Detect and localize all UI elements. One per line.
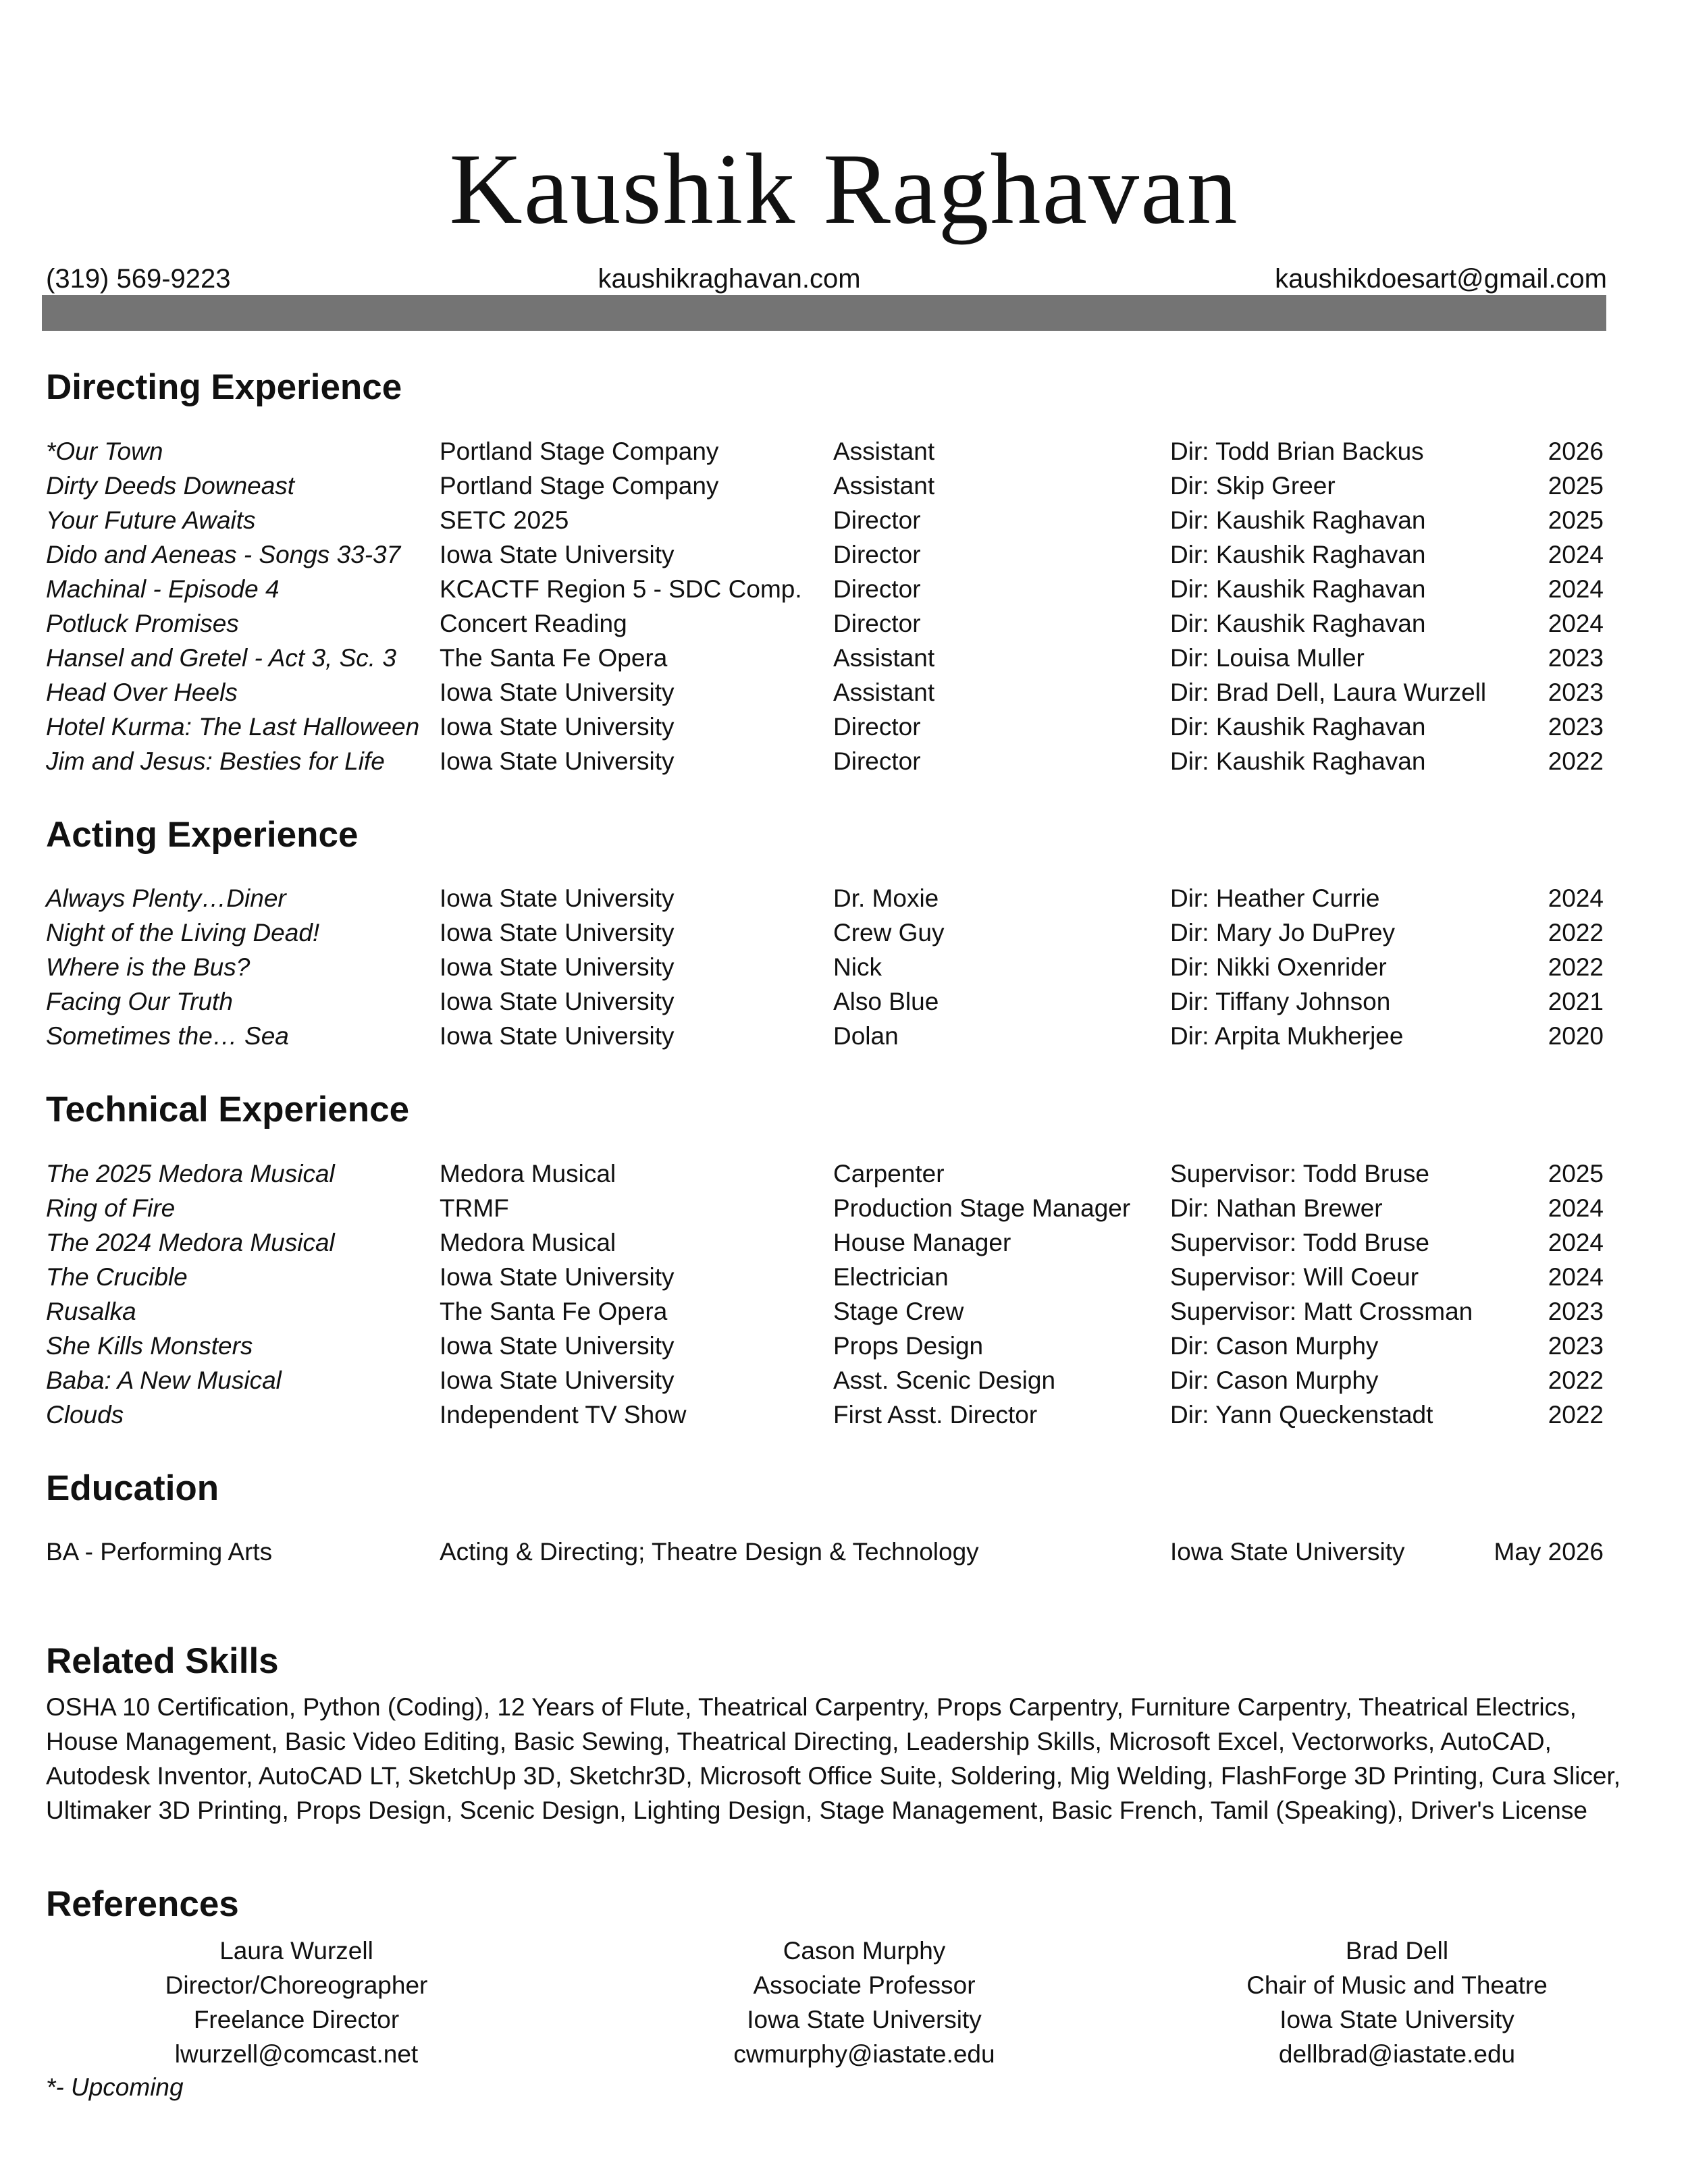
year: 2025 (1548, 506, 1604, 534)
section-title-directing: Directing Experience (46, 367, 402, 407)
acting-row (46, 881, 1604, 915)
director: Dir: Kaushik Raghavan (1170, 610, 1426, 637)
skills-line: House Management, Basic Video Editing, Basic Sewing, Theatrical Directing, Leadership Skills, Microsoft Excel, Vectorworks, AutoCAD, (46, 1728, 1552, 1755)
director: Dir: Arpita Mukherjee (1170, 1022, 1404, 1050)
reference-org: Freelance Director (193, 2006, 400, 2033)
director: Dir: Kaushik Raghavan (1170, 747, 1426, 775)
resume-name: Kaushik Raghavan (449, 133, 1239, 245)
upcoming-footnote: *- Upcoming (46, 2073, 184, 2101)
year: 2022 (1548, 953, 1604, 981)
director: Dir: Skip Greer (1170, 472, 1336, 500)
year: 2024 (1548, 884, 1604, 912)
directing-row (46, 710, 1604, 744)
company: KCACTF Region 5 - SDC Comp. (440, 575, 802, 603)
supervisor: Supervisor: Todd Bruse (1170, 1229, 1429, 1256)
header-divider-bar (42, 295, 1606, 331)
company: The Santa Fe Opera (440, 1298, 668, 1325)
company: Independent TV Show (440, 1401, 687, 1429)
production-title: Ring of Fire (46, 1194, 176, 1222)
director: Dir: Kaushik Raghavan (1170, 713, 1426, 741)
year: 2020 (1548, 1022, 1604, 1050)
role: Director (833, 610, 921, 637)
reference-email[interactable]: dellbrad@iastate.edu (1278, 2040, 1516, 2068)
role: Stage Crew (833, 1298, 964, 1325)
section-title-education: Education (46, 1468, 219, 1508)
production-title: Machinal - Episode 4 (46, 575, 280, 603)
company: Iowa State University (440, 747, 675, 775)
company: Medora Musical (440, 1229, 616, 1256)
year: 2024 (1548, 1194, 1604, 1222)
role: Dr. Moxie (833, 884, 939, 912)
technical-row (46, 1260, 1604, 1294)
directing-row (46, 641, 1604, 675)
supervisor: Dir: Yann Queckenstadt (1170, 1401, 1433, 1429)
company: Iowa State University (440, 541, 675, 568)
production-title: Dirty Deeds Downeast (46, 472, 295, 500)
company: Portland Stage Company (440, 472, 719, 500)
production-title: She Kills Monsters (46, 1332, 253, 1360)
company: Iowa State University (440, 678, 675, 706)
section-title-technical: Technical Experience (46, 1090, 410, 1129)
year: 2023 (1548, 1332, 1604, 1360)
role: Nick (833, 953, 882, 981)
directing-row (46, 606, 1604, 641)
role: Assistant (833, 472, 935, 500)
role: Assistant (833, 678, 935, 706)
directing-row (46, 744, 1604, 778)
directing-row (46, 434, 1604, 469)
role: Props Design (833, 1332, 984, 1360)
technical-row (46, 1156, 1604, 1191)
production-title: Night of the Living Dead! (46, 919, 320, 947)
supervisor: Supervisor: Matt Crossman (1170, 1298, 1473, 1325)
production-title: The 2025 Medora Musical (46, 1160, 335, 1188)
company: Concert Reading (440, 610, 627, 637)
supervisor: Dir: Nathan Brewer (1170, 1194, 1383, 1222)
year: 2023 (1548, 1298, 1604, 1325)
degree: BA - Performing Arts (46, 1538, 273, 1566)
director: Dir: Nikki Oxenrider (1170, 953, 1387, 981)
director: Dir: Brad Dell, Laura Wurzell (1170, 678, 1487, 706)
education-row (46, 1535, 1604, 1569)
reference-name: Laura Wurzell (219, 1937, 373, 1965)
company: The Santa Fe Opera (440, 644, 668, 672)
company: Iowa State University (440, 953, 675, 981)
company: TRMF (440, 1194, 509, 1222)
year: 2023 (1548, 644, 1604, 672)
year: 2024 (1548, 610, 1604, 637)
production-title: Dido and Aeneas - Songs 33-37 (46, 541, 401, 568)
company: Iowa State University (440, 988, 675, 1015)
production-title: Baba: A New Musical (46, 1366, 282, 1394)
production-title: Jim and Jesus: Besties for Life (46, 747, 385, 775)
year: 2024 (1548, 541, 1604, 568)
role: First Asst. Director (833, 1401, 1038, 1429)
skills-text (46, 1690, 1621, 1828)
production-title: Rusalka (46, 1298, 136, 1325)
reference-card (60, 1934, 533, 2071)
contact-email[interactable]: kaushikdoesart@gmail.com (1275, 264, 1607, 294)
director: Dir: Louisa Muller (1170, 644, 1365, 672)
supervisor: Supervisor: Will Coeur (1170, 1263, 1419, 1291)
role: Director (833, 541, 921, 568)
company: Iowa State University (440, 1332, 675, 1360)
director: Dir: Heather Currie (1170, 884, 1380, 912)
year: 2023 (1548, 713, 1604, 741)
acting-row (46, 1019, 1604, 1053)
section-title-references: References (46, 1884, 239, 1924)
role: Crew Guy (833, 919, 945, 947)
role: Director (833, 575, 921, 603)
production-title: Facing Our Truth (46, 988, 233, 1015)
acting-row (46, 950, 1604, 984)
production-title: Hansel and Gretel - Act 3, Sc. 3 (46, 644, 396, 672)
role: Production Stage Manager (833, 1194, 1131, 1222)
supervisor: Dir: Cason Murphy (1170, 1332, 1379, 1360)
technical-row (46, 1363, 1604, 1397)
supervisor: Dir: Cason Murphy (1170, 1366, 1379, 1394)
production-title: Clouds (46, 1401, 124, 1429)
company: Portland Stage Company (440, 437, 719, 465)
year: 2023 (1548, 678, 1604, 706)
production-title: Sometimes the… Sea (46, 1022, 289, 1050)
year: 2022 (1548, 1366, 1604, 1394)
company: Iowa State University (440, 1022, 675, 1050)
director: Dir: Tiffany Johnson (1170, 988, 1391, 1015)
year: 2026 (1548, 437, 1604, 465)
role: Director (833, 747, 921, 775)
directing-row (46, 537, 1604, 572)
reference-role: Director/Choreographer (165, 1971, 428, 1999)
year: 2024 (1548, 1229, 1604, 1256)
company: SETC 2025 (440, 506, 569, 534)
production-title: Your Future Awaits (46, 506, 256, 534)
section-title-acting: Acting Experience (46, 815, 359, 855)
year: 2022 (1548, 919, 1604, 947)
production-title: Hotel Kurma: The Last Halloween (46, 713, 420, 741)
company: Medora Musical (440, 1160, 616, 1188)
reference-name: Cason Murphy (783, 1937, 946, 1965)
reference-role: Associate Professor (753, 1971, 976, 1999)
production-title: Potluck Promises (46, 610, 239, 637)
production-title: The Crucible (46, 1263, 188, 1291)
reference-role: Chair of Music and Theatre (1246, 1971, 1548, 1999)
technical-row (46, 1225, 1604, 1260)
director: Dir: Kaushik Raghavan (1170, 506, 1426, 534)
role: House Manager (833, 1229, 1011, 1256)
role: Also Blue (833, 988, 939, 1015)
skills-line: Autodesk Inventor, AutoCAD LT, SketchUp 3D, Sketchr3D, Microsoft Office Suite, Soldering, Mig Welding, FlashForge 3D Printing, Cura Slicer, (46, 1762, 1621, 1790)
reference-email[interactable]: lwurzell@comcast.net (174, 2040, 419, 2068)
director: Dir: Kaushik Raghavan (1170, 541, 1426, 568)
company: Iowa State University (440, 1263, 675, 1291)
supervisor: Supervisor: Todd Bruse (1170, 1160, 1429, 1188)
year: 2025 (1548, 1160, 1604, 1188)
acting-row (46, 915, 1604, 950)
section-title-skills: Related Skills (46, 1641, 279, 1681)
contact-phone: (319) 569-9223 (46, 264, 231, 294)
production-title: Always Plenty…Diner (46, 884, 286, 912)
role: Dolan (833, 1022, 899, 1050)
skills-line: Ultimaker 3D Printing, Props Design, Scenic Design, Lighting Design, Stage Management, Basic French, Tamil (Speaking), Driver's License (46, 1796, 1587, 1824)
technical-row (46, 1329, 1604, 1363)
year: 2022 (1548, 747, 1604, 775)
graduation-date: May 2026 (1494, 1538, 1604, 1566)
role: Electrician (833, 1263, 949, 1291)
role: Carpenter (833, 1160, 945, 1188)
year: 2022 (1548, 1401, 1604, 1429)
reference-org: Iowa State University (747, 2006, 982, 2033)
director: Dir: Kaushik Raghavan (1170, 575, 1426, 603)
production-title: The 2024 Medora Musical (46, 1229, 335, 1256)
role: Assistant (833, 437, 935, 465)
year: 2024 (1548, 575, 1604, 603)
role: Director (833, 506, 921, 534)
role: Asst. Scenic Design (833, 1366, 1056, 1394)
technical-row (46, 1191, 1604, 1225)
director: Dir: Todd Brian Backus (1170, 437, 1424, 465)
company: Iowa State University (440, 713, 675, 741)
focus: Acting & Directing; Theatre Design & Technology (440, 1538, 979, 1566)
role: Assistant (833, 644, 935, 672)
directing-row (46, 572, 1604, 606)
year: 2025 (1548, 472, 1604, 500)
contact-website[interactable]: kaushikraghavan.com (598, 264, 861, 294)
acting-row (46, 984, 1604, 1019)
directing-row (46, 675, 1604, 710)
reference-card (1161, 1934, 1633, 2071)
production-title: Head Over Heels (46, 678, 238, 706)
director: Dir: Mary Jo DuPrey (1170, 919, 1396, 947)
company: Iowa State University (440, 1366, 675, 1394)
directing-row (46, 469, 1604, 503)
production-title: *Our Town (46, 437, 163, 465)
year: 2021 (1548, 988, 1604, 1015)
reference-name: Brad Dell (1345, 1937, 1449, 1965)
reference-email[interactable]: cwmurphy@iastate.edu (733, 2040, 995, 2068)
company: Iowa State University (440, 919, 675, 947)
directing-row (46, 503, 1604, 537)
year: 2024 (1548, 1263, 1604, 1291)
technical-row (46, 1294, 1604, 1329)
reference-org: Iowa State University (1280, 2006, 1514, 2033)
school: Iowa State University (1170, 1538, 1405, 1566)
production-title: Where is the Bus? (46, 953, 250, 981)
reference-card (628, 1934, 1101, 2071)
company: Iowa State University (440, 884, 675, 912)
technical-row (46, 1397, 1604, 1432)
role: Director (833, 713, 921, 741)
skills-line: OSHA 10 Certification, Python (Coding), 12 Years of Flute, Theatrical Carpentry, Props Carpentry, Furniture Carpentry, Theatrical Electrics, (46, 1693, 1577, 1721)
